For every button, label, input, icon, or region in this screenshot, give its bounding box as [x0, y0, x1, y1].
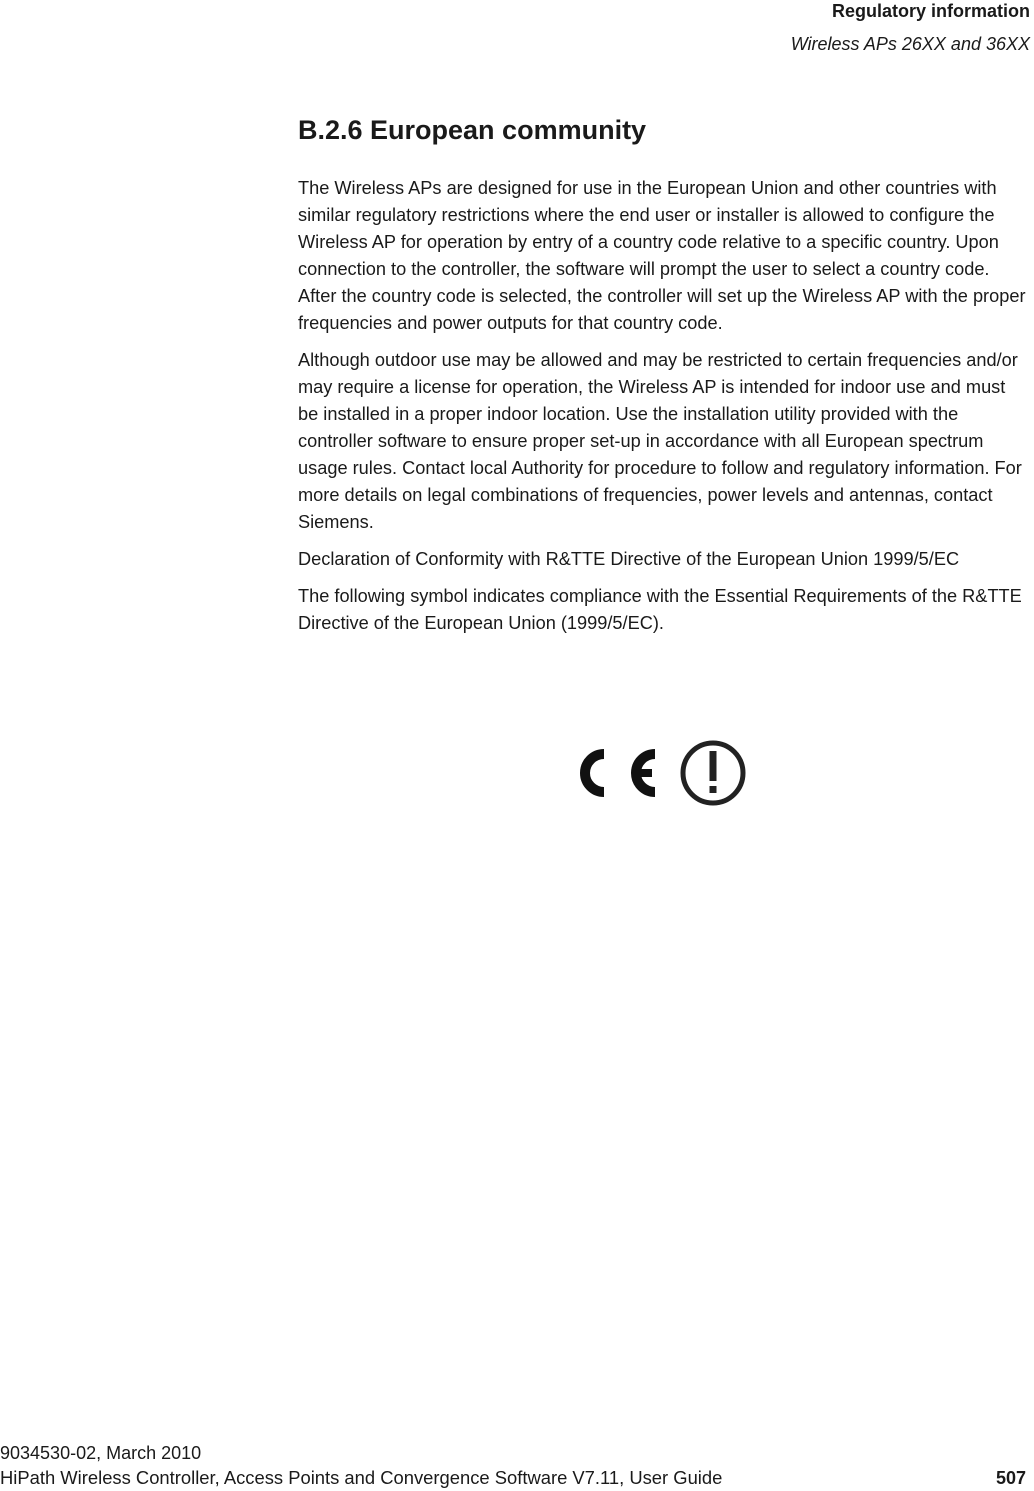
- paragraph-declaration: Declaration of Conformity with R&TTE Directive of the European Union 1999/5/EC: [298, 549, 960, 569]
- section-body: [298, 175, 1030, 647]
- running-header-title: Regulatory information: [831, 1, 1030, 21]
- footer-document-title: HiPath Wireless Controller, Access Points and Convergence Software V7.11, User Guide: [0, 1467, 723, 1488]
- paragraph-outdoor-use: Although outdoor use may be allowed and may be restricted to certain frequencies and/or may require a license for operation, the Wireless AP is intended for indoor use and must be installed in a proper indoor location. Use the installation utility provided with the controller software to ensure proper set-up in accordance with all European spectrum usage rules. Contact local Authority for procedure to follow and regulatory information. For more details on legal combinations of frequencies, power levels and antennas, contact Siemens.: [298, 350, 1022, 532]
- ce-alert-mark-icon: [568, 736, 752, 810]
- section-heading: B.2.6 European community: [298, 115, 647, 145]
- footer-document-id: 9034530-02, March 2010: [0, 1443, 202, 1463]
- paragraph-intro: The Wireless APs are designed for use in the European Union and other countries with similar regulatory restrictions where the end user or installer is allowed to configure the Wireless AP for operation by entry of a country code relative to a specific country. Upon connection to the controller, the software will prompt the user to select a country code. After the country code is selected, the controller will set up the Wireless AP with the proper frequencies and power outputs for that country code.: [298, 178, 1026, 333]
- footer-page-number: 507: [995, 1468, 1026, 1488]
- paragraph-symbol-note: The following symbol indicates compliance with the Essential Requirements of the R&TTE Directive of the European Union (1999/5/EC).: [298, 586, 1022, 633]
- running-header-subtitle: Wireless APs 26XX and 36XX: [790, 34, 1030, 54]
- ce-c-glyph: [585, 754, 604, 792]
